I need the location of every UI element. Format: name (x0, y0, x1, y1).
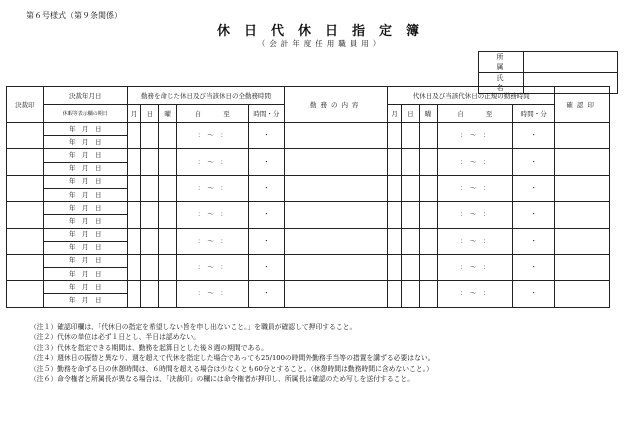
holiday-weekday-cell[interactable] (159, 149, 177, 175)
substitute-weekday-header: 曜 (419, 105, 437, 123)
decision-date-cell[interactable]: 年 月 日 (43, 228, 127, 241)
substitute-month-header: 月 (388, 105, 402, 123)
note-5: （注５）勤務を命ずる日の休憩時間は、６時間を超える場合は少なくとも60分とすること。（休憩時間は勤務時間に含めないこと。） (30, 364, 433, 373)
holiday-month-cell[interactable] (127, 254, 141, 280)
substitute-holiday-header: 代休日及び当該代休日の正規の勤務時間 (388, 87, 555, 105)
holiday-weekday-cell[interactable] (159, 202, 177, 228)
work-content-cell[interactable] (285, 254, 388, 280)
confirm-stamp-header: 確認印 (555, 87, 610, 123)
holiday-hours-header: 時間・分 (248, 105, 285, 123)
substitute-time-cell[interactable]: ： ～ ： (437, 281, 513, 307)
approval-stamp-header: 決裁印 (7, 87, 44, 123)
holiday-weekday-cell[interactable] (159, 175, 177, 201)
department-field[interactable] (524, 52, 618, 73)
substitute-time-cell[interactable]: ： ～ ： (437, 228, 513, 254)
decision-date-cell[interactable]: 年 月 日 (43, 254, 127, 267)
note-2: （注２）代休の単位は必ず１日とし、半日は認めない。 (30, 333, 200, 342)
substitute-weekday-cell[interactable] (419, 202, 437, 228)
substitute-month-cell[interactable] (388, 281, 402, 307)
holiday-time-cell[interactable]: ： ～ ： (177, 123, 248, 149)
confirm-stamp-cell[interactable] (555, 281, 610, 307)
holiday-day-cell[interactable] (141, 228, 159, 254)
holiday-hours-cell[interactable]: ・ (248, 202, 285, 228)
designation-table (6, 86, 610, 308)
work-content-cell[interactable] (285, 281, 388, 307)
entry-row (7, 149, 610, 162)
substitute-day-cell[interactable] (401, 175, 419, 201)
entry-row (7, 175, 610, 188)
substitute-hours-cell[interactable]: ・ (513, 281, 555, 307)
note-6: （注６）命令権者と所属長が異なる場合は、「決裁印」の欄には命令権者が押印し、所属長は確認のため写しを送付すること。 (30, 375, 415, 384)
substitute-weekday-cell[interactable] (419, 123, 437, 149)
substitute-day-cell[interactable] (401, 228, 419, 254)
holiday-weekday-header: 曜 (159, 105, 177, 123)
from-label: 自 (194, 110, 202, 118)
substitute-day-cell[interactable] (401, 202, 419, 228)
substitute-weekday-cell[interactable] (419, 228, 437, 254)
substitute-hours-cell[interactable]: ・ (513, 123, 555, 149)
note-3: （注３）代休を指定できる期間は、勤務を起算日とした後８週の期間である。 (30, 343, 268, 352)
name-label: 氏 名 (479, 73, 524, 94)
page-title: 休日代休日指定簿 (216, 24, 433, 39)
substitute-weekday-cell[interactable] (419, 254, 437, 280)
substitute-hours-cell[interactable]: ・ (513, 149, 555, 175)
holiday-hours-cell[interactable]: ・ (248, 175, 285, 201)
substitute-time-cell[interactable]: ： ～ ： (437, 202, 513, 228)
holiday-month-cell[interactable] (127, 228, 141, 254)
substitute-day-header: 日 (401, 105, 419, 123)
entry-row (7, 123, 610, 136)
holiday-time-header (177, 105, 248, 123)
substitute-time-cell[interactable]: ： ～ ： (437, 175, 513, 201)
decision-date-header: 決裁年月日 (43, 87, 127, 105)
approval-stamp-cell[interactable] (7, 175, 44, 201)
entry-row (7, 202, 610, 215)
form-number-label: 第６号様式（第９条関係） (26, 11, 122, 20)
holiday-month-cell[interactable] (127, 281, 141, 307)
approval-stamp-cell[interactable] (7, 254, 44, 280)
holiday-month-cell[interactable] (127, 175, 141, 201)
holiday-day-cell[interactable] (141, 254, 159, 280)
holiday-month-cell[interactable] (127, 123, 141, 149)
holiday-month-cell[interactable] (127, 149, 141, 175)
substitute-day-cell[interactable] (401, 149, 419, 175)
leave-display-date-cell[interactable]: 年 月 日 (43, 215, 127, 228)
to-label: 至 (485, 110, 493, 118)
holiday-time-cell[interactable]: ： ～ ： (177, 149, 248, 175)
holiday-time-cell[interactable]: ： ～ ： (177, 281, 248, 307)
work-content-header: 勤務の内容 (285, 87, 388, 123)
holiday-hours-cell[interactable]: ・ (248, 123, 285, 149)
holiday-time-cell[interactable]: ： ～ ： (177, 202, 248, 228)
leave-display-date-cell[interactable]: 年 月 日 (43, 241, 127, 254)
leave-display-date-cell[interactable]: 年 月 日 (43, 136, 127, 149)
entry-row (7, 281, 610, 294)
holiday-weekday-cell[interactable] (159, 281, 177, 307)
holiday-hours-cell[interactable]: ・ (248, 149, 285, 175)
holiday-time-cell[interactable]: ： ～ ： (177, 254, 248, 280)
work-content-cell[interactable] (285, 123, 388, 149)
holiday-day-cell[interactable] (141, 202, 159, 228)
holiday-month-cell[interactable] (127, 202, 141, 228)
substitute-hours-cell[interactable]: ・ (513, 254, 555, 280)
leave-display-date-cell[interactable]: 年 月 日 (43, 268, 127, 281)
holiday-time-cell[interactable]: ： ～ ： (177, 228, 248, 254)
substitute-day-cell[interactable] (401, 123, 419, 149)
substitute-hours-cell[interactable]: ・ (513, 175, 555, 201)
holiday-time-cell[interactable]: ： ～ ： (177, 175, 248, 201)
decision-date-cell[interactable]: 年 月 日 (43, 202, 127, 215)
notes-section (30, 322, 434, 384)
confirm-stamp-cell[interactable] (555, 149, 610, 175)
to-label: 至 (223, 110, 230, 118)
note-4: （注４）週休日の振替と異なり、週を超えて代休を指定した場合であっても25/100の時間外勤務手当等の措置を講ずる必要はない。 (30, 354, 435, 363)
holiday-hours-cell[interactable]: ・ (248, 281, 285, 307)
substitute-time-cell[interactable]: ： ～ ： (437, 149, 513, 175)
holiday-month-header: 月 (127, 105, 141, 123)
substitute-month-cell[interactable] (388, 202, 402, 228)
substitute-time-header (437, 105, 513, 123)
holiday-weekday-cell[interactable] (159, 123, 177, 149)
substitute-month-cell[interactable] (388, 228, 402, 254)
work-content-cell[interactable] (285, 149, 388, 175)
substitute-month-cell[interactable] (388, 149, 402, 175)
substitute-month-cell[interactable] (388, 175, 402, 201)
decision-date-cell[interactable]: 年 月 日 (43, 281, 127, 294)
substitute-month-cell[interactable] (388, 254, 402, 280)
decision-date-cell[interactable]: 年 月 日 (43, 149, 127, 162)
confirm-stamp-cell[interactable] (555, 175, 610, 201)
substitute-weekday-cell[interactable] (419, 281, 437, 307)
approval-stamp-cell[interactable] (7, 149, 44, 175)
confirm-stamp-cell[interactable] (555, 254, 610, 280)
leave-display-date-cell[interactable]: 年 月 日 (43, 294, 127, 307)
work-content-cell[interactable] (285, 175, 388, 201)
work-content-cell[interactable] (285, 228, 388, 254)
entry-row (7, 228, 610, 241)
decision-date-cell[interactable]: 年 月 日 (43, 175, 127, 188)
confirm-stamp-cell[interactable] (555, 202, 610, 228)
substitute-time-cell[interactable]: ： ～ ： (437, 123, 513, 149)
department-label: 所 属 (479, 52, 524, 73)
substitute-hours-header: 時間・分 (513, 105, 555, 123)
leave-display-date-header: 休暇等表示欄の期日 (43, 105, 127, 123)
decision-date-cell[interactable]: 年 月 日 (43, 123, 127, 136)
substitute-day-cell[interactable] (401, 254, 419, 280)
holiday-weekday-cell[interactable] (159, 228, 177, 254)
substitute-hours-cell[interactable]: ・ (513, 202, 555, 228)
holiday-hours-cell[interactable]: ・ (248, 228, 285, 254)
substitute-weekday-cell[interactable] (419, 175, 437, 201)
substitute-weekday-cell[interactable] (419, 149, 437, 175)
approval-stamp-cell[interactable] (7, 123, 44, 149)
note-1: （注１）確認印欄は、「代休日の指定を希望しない旨を申し出ないこと。」を職員が確認して押印すること。 (30, 323, 357, 331)
holiday-day-cell[interactable] (141, 281, 159, 307)
substitute-day-cell[interactable] (401, 281, 419, 307)
confirm-stamp-cell[interactable] (555, 228, 610, 254)
page-subtitle: （会計年度任用職員用） (257, 39, 385, 48)
leave-display-date-cell[interactable]: 年 月 日 (43, 162, 127, 175)
work-content-cell[interactable] (285, 202, 388, 228)
approval-stamp-cell[interactable] (7, 281, 44, 307)
leave-display-date-cell[interactable]: 年 月 日 (43, 188, 127, 201)
substitute-hours-cell[interactable]: ・ (513, 228, 555, 254)
holiday-hours-cell[interactable]: ・ (248, 254, 285, 280)
from-label: 自 (457, 110, 464, 118)
substitute-month-cell[interactable] (388, 123, 402, 149)
holiday-weekday-cell[interactable] (159, 254, 177, 280)
substitute-time-cell[interactable]: ： ～ ： (437, 254, 513, 280)
holiday-day-cell[interactable] (141, 123, 159, 149)
holiday-work-header: 勤務を命じた休日及び当該休日の全勤務時間 (127, 87, 285, 105)
holiday-day-cell[interactable] (141, 149, 159, 175)
approval-stamp-cell[interactable] (7, 228, 44, 254)
approval-stamp-cell[interactable] (7, 202, 44, 228)
holiday-day-header: 日 (141, 105, 159, 123)
entry-row (7, 254, 610, 267)
confirm-stamp-cell[interactable] (555, 123, 610, 149)
holiday-day-cell[interactable] (141, 175, 159, 201)
